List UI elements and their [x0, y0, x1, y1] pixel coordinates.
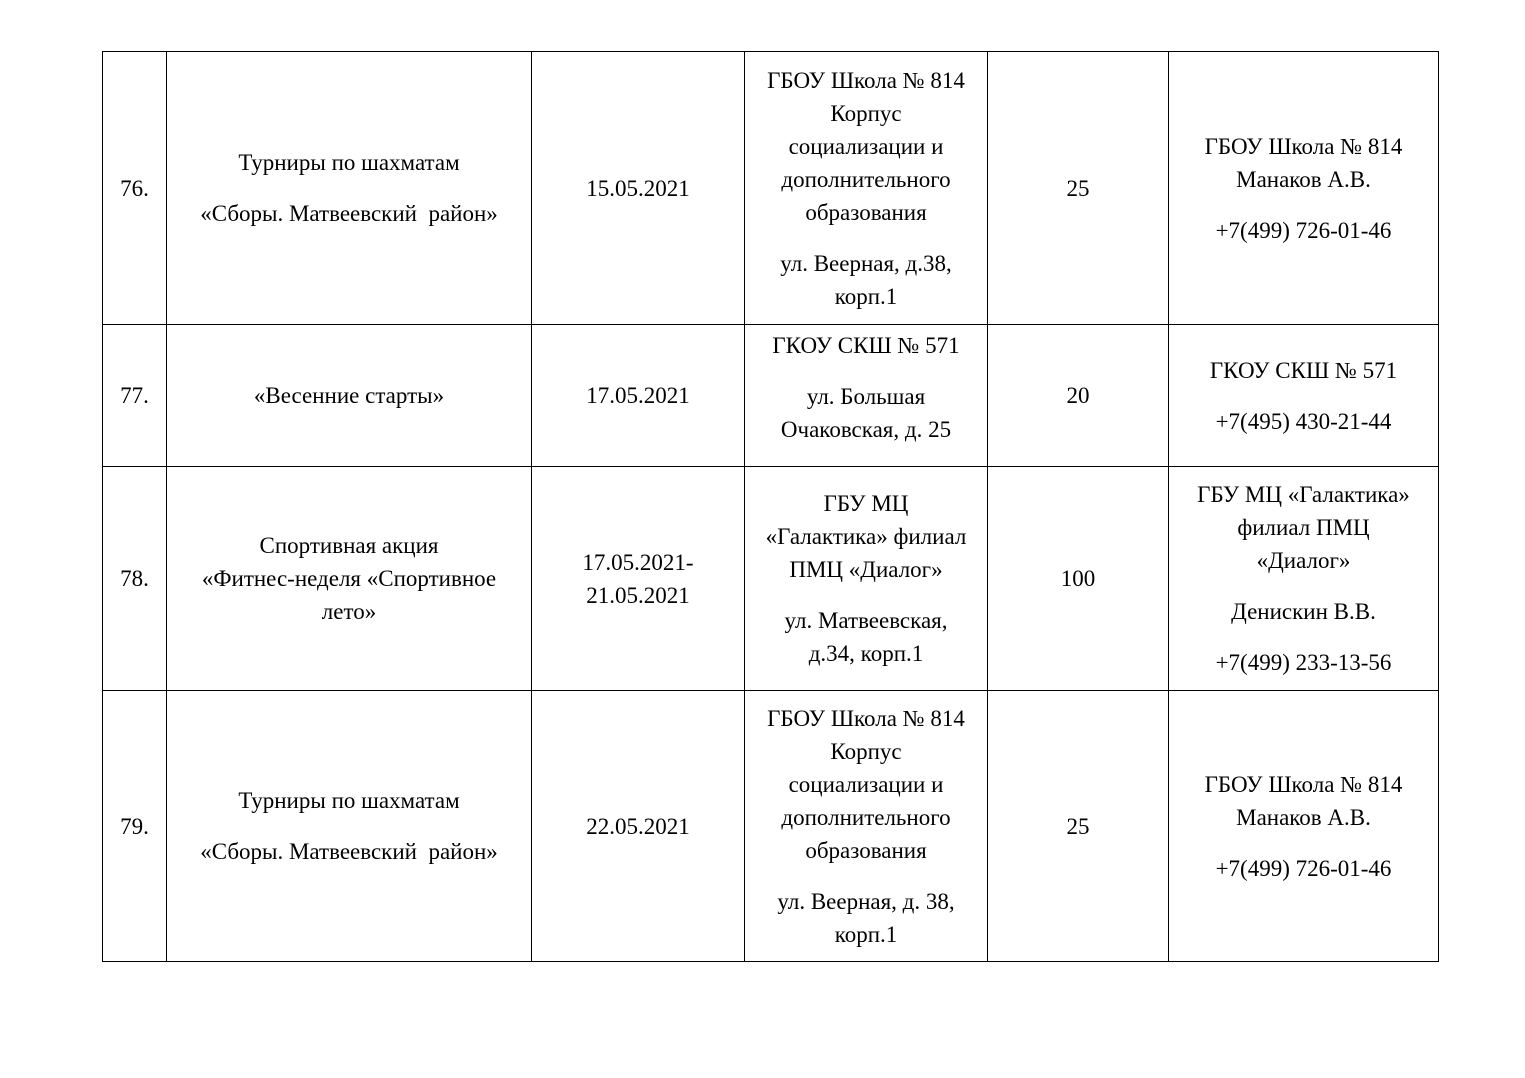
- venue-line: дополнительного: [781, 166, 951, 192]
- event-venue: [745, 467, 988, 691]
- venue-line: корп.1: [834, 283, 898, 309]
- event-venue: [745, 325, 988, 467]
- date-line: 22.05.2021: [586, 813, 690, 839]
- event-contact: [1169, 467, 1439, 691]
- contact-line: ГБОУ Школа № 814: [1204, 771, 1403, 797]
- date-line: 17.05.2021-: [582, 549, 694, 575]
- event-name: [167, 52, 532, 325]
- date-line: 15.05.2021: [586, 175, 690, 201]
- event-date: [532, 325, 745, 467]
- row-number: 77.: [103, 325, 167, 467]
- table-row: [103, 691, 1439, 962]
- venue-line: социализации и: [788, 133, 944, 159]
- venue-line: ГБУ МЦ: [823, 491, 909, 516]
- venue-line: «Галактика» филиал: [765, 524, 967, 549]
- contact-line: Манаков А.В.: [1236, 804, 1371, 830]
- table-row: [103, 52, 1439, 325]
- contact-line: филиал ПМЦ: [1237, 515, 1370, 540]
- event-line: Спортивная акция: [259, 533, 439, 558]
- table-row: [103, 467, 1439, 691]
- venue-line: образования: [805, 837, 927, 863]
- venue-line: дополнительного: [781, 804, 951, 830]
- contact-line: ГКОУ СКШ № 571: [1209, 357, 1398, 383]
- event-name: [167, 325, 532, 467]
- venue-line: ГБОУ Школа № 814: [767, 705, 965, 731]
- participant-count: 20: [988, 325, 1169, 467]
- contact-line: +7(499) 726-01-46: [1215, 217, 1392, 243]
- event-date: [532, 691, 745, 962]
- table-row: [103, 325, 1439, 467]
- contact-line: Манаков А.В.: [1236, 166, 1371, 192]
- participant-count: 100: [988, 467, 1169, 691]
- event-name: [167, 467, 532, 691]
- venue-line: Корпус: [830, 100, 902, 126]
- event-contact: [1169, 325, 1439, 467]
- contact-line: Денискин В.В.: [1231, 599, 1376, 624]
- event-line: «Сборы. Матвеевский район»: [200, 839, 498, 864]
- venue-line: ГБОУ Школа № 814: [767, 67, 965, 93]
- event-line: «Сборы. Матвеевский район»: [200, 201, 498, 226]
- date-line: 21.05.2021: [586, 582, 690, 608]
- event-contact: [1169, 691, 1439, 962]
- event-line: Турниры по шахматам: [238, 788, 460, 813]
- venue-line: Очаковская, д. 25: [780, 417, 952, 442]
- contact-line: «Диалог»: [1256, 548, 1351, 573]
- row-number: 78.: [103, 467, 167, 691]
- venue-line: д.34, корп.1: [808, 641, 924, 666]
- venue-line: ул. Матвеевская,: [784, 608, 948, 633]
- event-date: [532, 52, 745, 325]
- event-line: лето»: [321, 599, 377, 624]
- event-line: «Фитнес-неделя «Спортивное: [201, 566, 497, 591]
- venue-line: Корпус: [830, 738, 902, 764]
- event-name: [167, 691, 532, 962]
- event-line: «Весенние старты»: [253, 383, 445, 408]
- venue-line: социализации и: [788, 771, 944, 797]
- contact-line: +7(499) 726-01-46: [1215, 855, 1392, 881]
- event-venue: [745, 52, 988, 325]
- participant-count: 25: [988, 691, 1169, 962]
- contact-line: ГБУ МЦ «Галактика»: [1197, 482, 1410, 507]
- participant-count: 25: [988, 52, 1169, 325]
- event-line: Турниры по шахматам: [238, 150, 460, 175]
- contact-line: +7(499) 233-13-56: [1215, 650, 1392, 675]
- events-table: [102, 51, 1439, 962]
- contact-line: +7(495) 430-21-44: [1215, 408, 1392, 434]
- contact-line: ГБОУ Школа № 814: [1204, 133, 1403, 159]
- date-line: 17.05.2021: [586, 383, 690, 408]
- venue-line: образования: [805, 199, 927, 225]
- row-number: 79.: [103, 691, 167, 962]
- event-contact: [1169, 52, 1439, 325]
- venue-line: ПМЦ «Диалог»: [789, 557, 943, 582]
- venue-line: корп.1: [834, 921, 898, 947]
- venue-line: ул. Веерная, д. 38,: [777, 888, 955, 914]
- event-date: [532, 467, 745, 691]
- venue-line: ул. Веерная, д.38,: [780, 250, 952, 276]
- venue-line: ГКОУ СКШ № 571: [772, 333, 960, 358]
- venue-line: ул. Большая: [806, 384, 926, 409]
- row-number: 76.: [103, 52, 167, 325]
- event-venue: [745, 691, 988, 962]
